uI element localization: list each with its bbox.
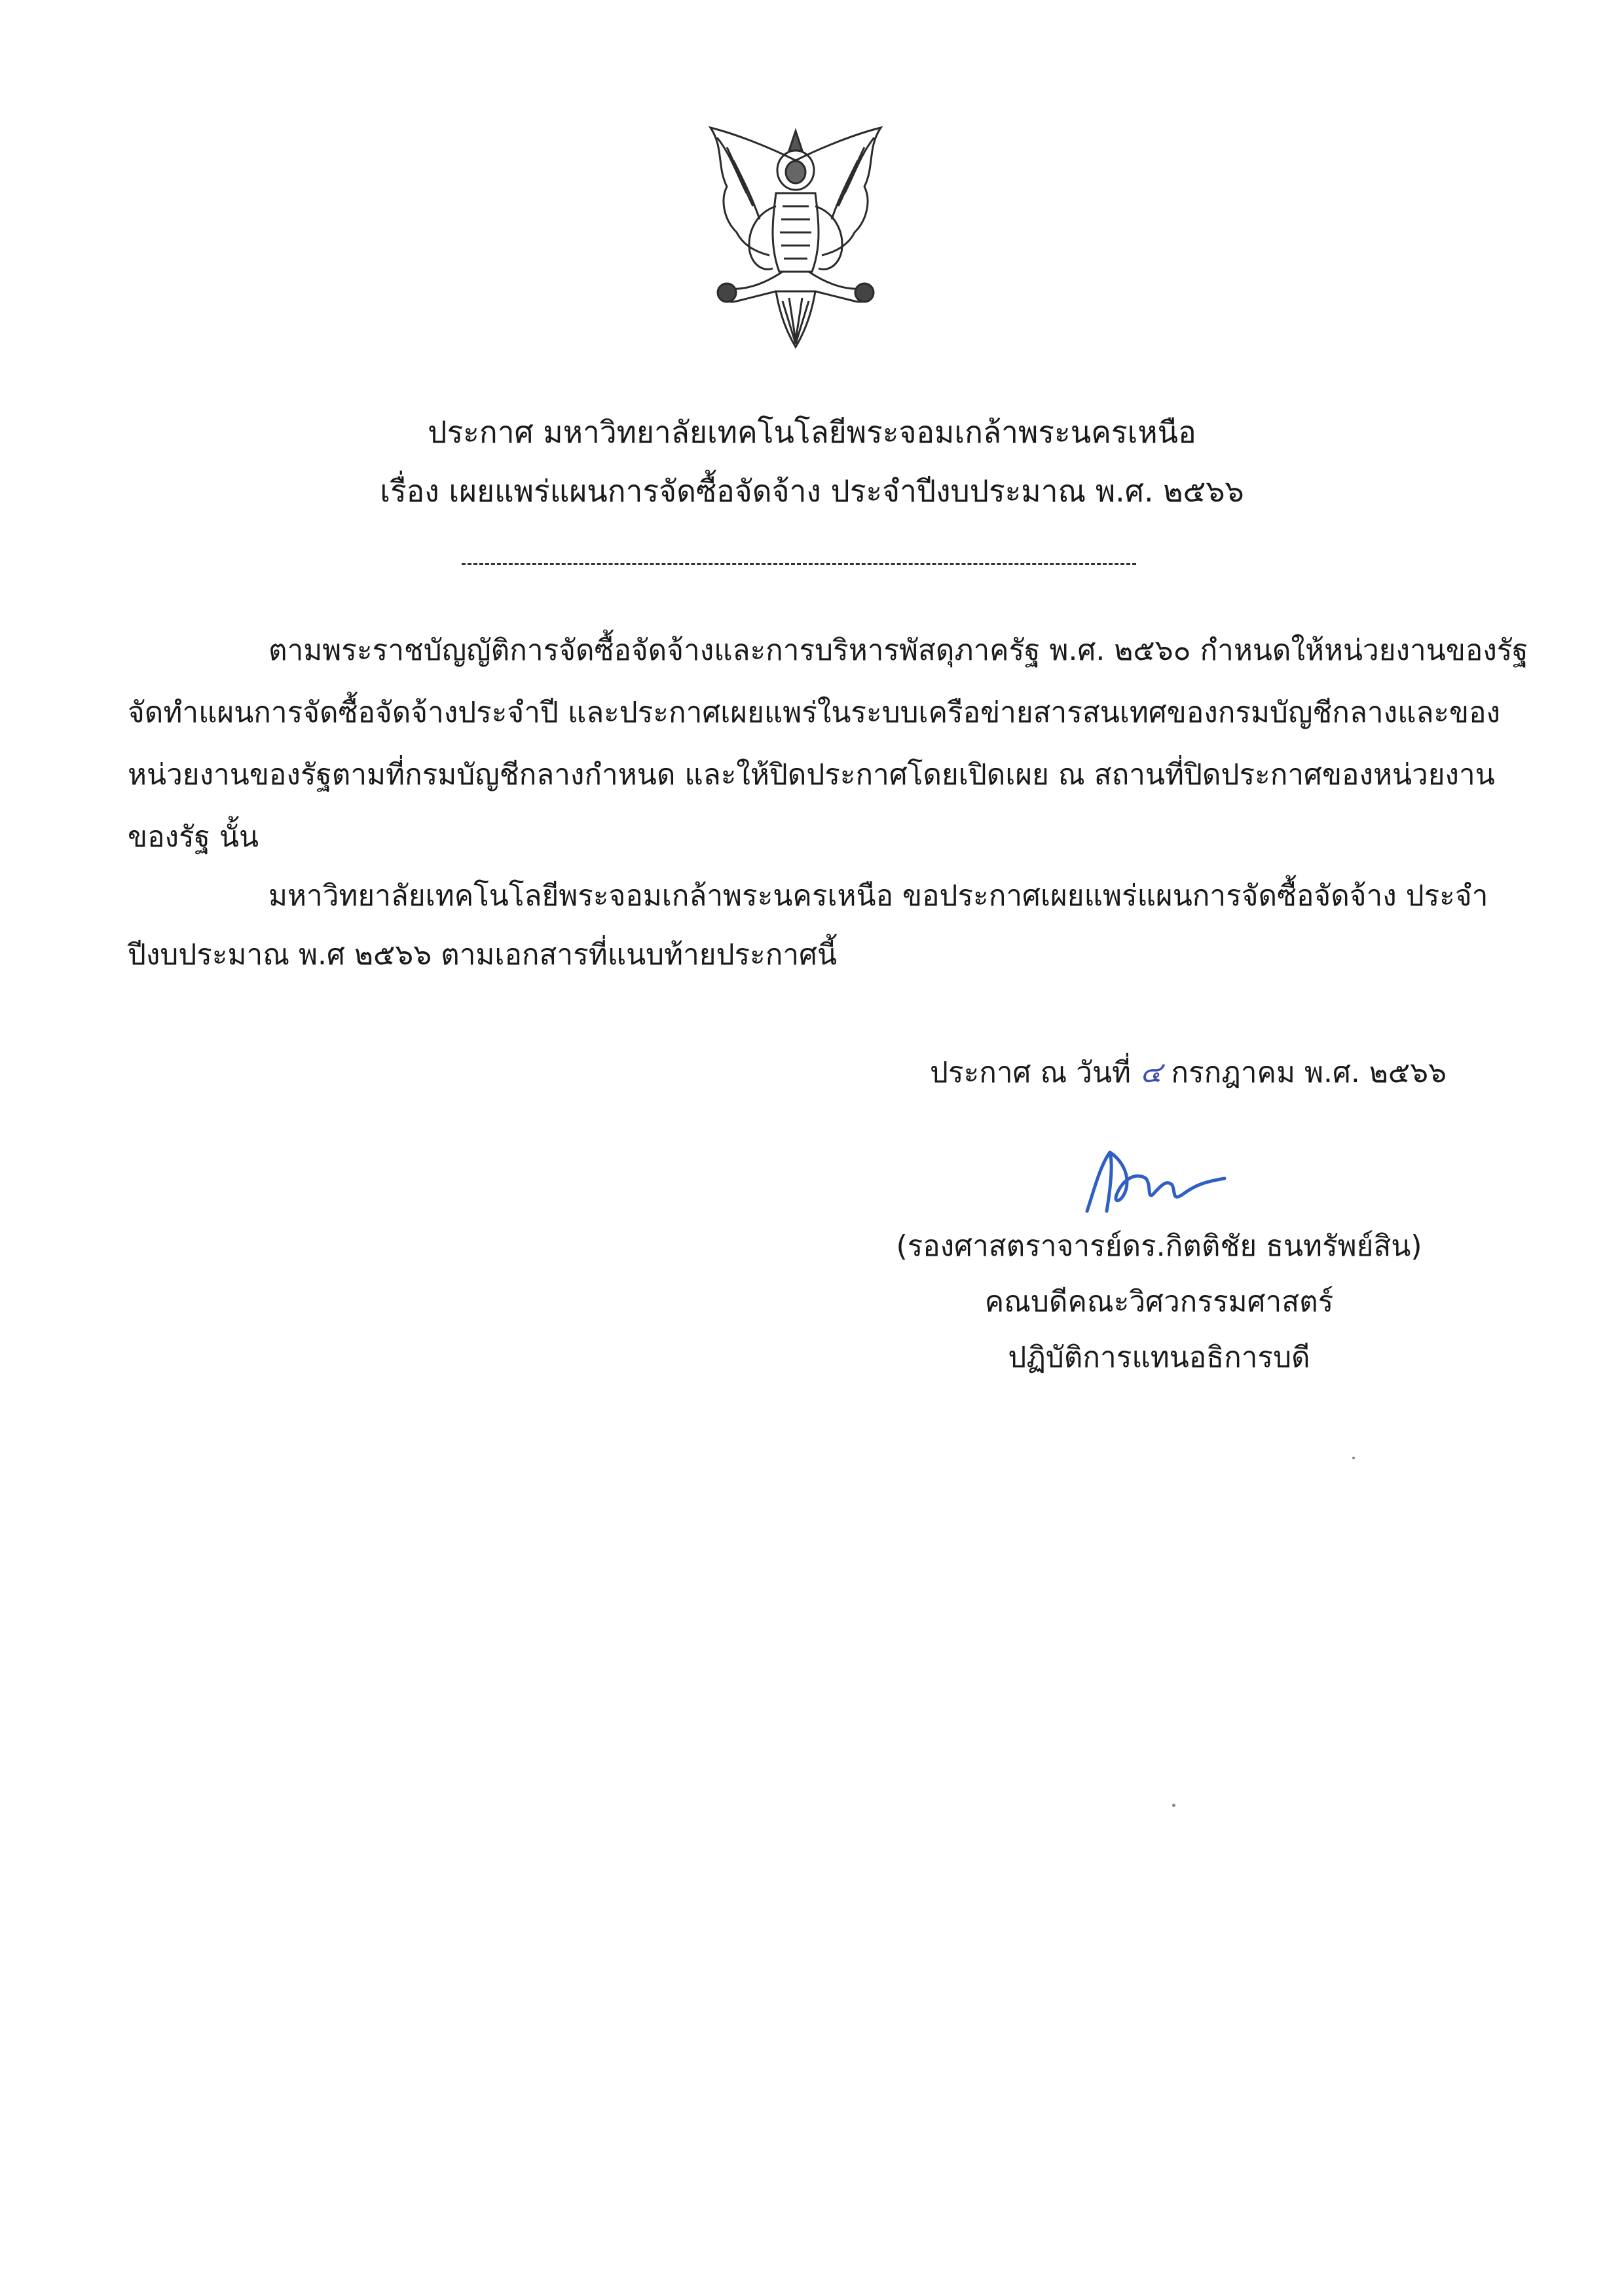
announcement-title-line2: เรื่อง เผยแพร่แผนการจัดซื้อจัดจ้าง ประจำปีงบประมาณ พ.ศ. ๒๕๖๖	[380, 473, 1244, 509]
date-month-year: กรกฎาคม พ.ศ. ๒๕๖๖	[1171, 1056, 1447, 1089]
paragraph1-line4: ของรัฐ นั้น	[128, 820, 259, 854]
title-divider	[462, 563, 1136, 565]
paragraph1-line3: หน่วยงานของรัฐตามที่กรมบัญชีกลางกำหนด และให้ปิดประกาศโดยเปิดเผย ณ สถานที่ปิดประกาศของหน่วยงาน	[128, 758, 1495, 792]
paragraph2-line1: มหาวิทยาลัยเทคโนโลยีพระจอมเกล้าพระนครเหนือ ขอประกาศเผยแพร่แผนการจัดซื้อจัดจ้าง ประจำ	[268, 879, 1488, 913]
handwritten-signature	[1074, 1139, 1238, 1224]
date-day: ๔	[1140, 1056, 1162, 1089]
signatory-position: คณบดีคณะวิศวกรรมศาสตร์	[984, 1285, 1334, 1319]
signatory-name: (รองศาสตราจารย์ดร.กิตติชัย ธนทรัพย์สิน)	[896, 1230, 1422, 1263]
paragraph2-line2: ปีงบประมาณ พ.ศ ๒๕๖๖ ตามเอกสารที่แนบท้ายประกาศนี้	[128, 938, 838, 972]
garuda-emblem-icon	[691, 121, 900, 357]
date-prefix: ประกาศ ณ วันที่	[930, 1056, 1132, 1089]
paragraph1-line1: ตามพระราชบัญญัติการจัดซื้อจัดจ้างและการบริหารพัสดุภาครัฐ พ.ศ. ๒๕๖๐ กำหนดให้หน่วยงานของรัฐ	[268, 634, 1528, 667]
announcement-date	[930, 1054, 1447, 1092]
paragraph1-line2: จัดทำแผนการจัดซื้อจัดจ้างประจำปี และประกาศเผยแพร่ในระบบเครือข่ายสารสนเทศของกรมบัญชีกลางและของ	[128, 696, 1501, 729]
announcement-title-line1: ประกาศ มหาวิทยาลัยเทคโนโลยีพระจอมเกล้าพระนครเหนือ	[428, 414, 1196, 450]
signatory-acting: ปฏิบัติการแทนอธิการบดี	[1008, 1341, 1310, 1374]
scan-speck	[1172, 1804, 1175, 1807]
scan-speck	[1352, 1457, 1355, 1459]
